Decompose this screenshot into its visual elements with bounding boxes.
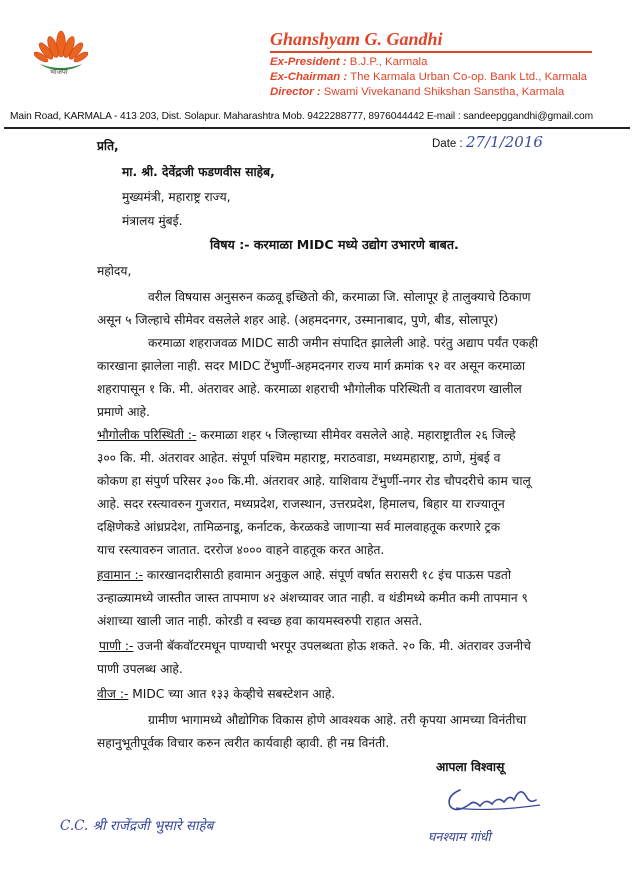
- geo-label: भौगोलीक परिस्थिती :-: [97, 428, 197, 442]
- geo-line-5: दक्षिणेकडे आंध्रप्रदेश, तामिळनाडू, कर्नाटक, केरळकडे जाणाऱ्या सर्व मालवाहतूक करणारे ट्रक: [97, 520, 501, 534]
- letterhead-line-chairman: Ex-Chairman : The Karmala Urban Co-op. Bank Ltd., Karmala: [270, 71, 587, 83]
- water-line-1: पाणी :- उजनी बॅकवॉटरमधून पाण्याची भरपूर उपलब्धता होऊ शकते. २० कि. मी. अंतरावर उजनीचे: [99, 639, 531, 653]
- climate-line-2: उन्हाळ्यामध्ये जास्तीत जास्त तापमाण ४२ अंशच्यावर जात नाही. व थंडीमध्ये कमीत कमी तापमान ९: [97, 591, 528, 605]
- yours-faithfully: आपला विश्वासू: [436, 760, 505, 774]
- water-line-2: पाणी उपलब्ध आहे.: [97, 662, 183, 676]
- prati-text: प्रति,: [97, 139, 119, 153]
- letterhead-line-president: Ex-President : B.J.P., Karmala: [270, 56, 428, 68]
- letterhead-line-director: Director : Swami Vivekanand Shikshan Sanstha, Karmala: [270, 86, 565, 98]
- power-label: वीज :-: [97, 687, 129, 701]
- logo-caption: भाजपा: [50, 68, 68, 76]
- climate-label: हवामान :-: [97, 568, 143, 582]
- geo-line-4: आहे. सदर रस्त्यावरुन गुजरात, मध्यप्रदेश, राजस्थान, उत्तरप्रदेश, हिमालच, बिहार या राज्यातून: [97, 497, 505, 511]
- geo-line-6: याच रस्त्यावरुन जातात. दररोज ४००० वाहने वाहतूक करत आहेत.: [97, 543, 385, 557]
- para1-line-2: असून ५ जिल्हाचे सीमेवर वसलेले शहर आहे. (अहमदनगर, उस्मानाबाद, पुणे, बीड, सोलापूर): [97, 313, 499, 327]
- recipient-line-3: मंत्रालय मुंबई.: [122, 214, 183, 228]
- para2-line-2: कारखाना झालेला नाही. सदर MIDC टेंभुर्णी-अहमदनगर राज्य मार्ग क्रमांक ९२ वर असून करमाळा: [97, 359, 526, 373]
- geo-line-3: कोकण हा संपुर्ण परिसर ३०० कि.मी. अंतरावर आहे. याशिवाय टेंभुर्णी-नगर रोड चौपदरीचे काम चालू: [97, 474, 531, 488]
- closing-line-2: सहानुभूतीपूर्वक विचार करुन त्वरीत कार्यवाही व्हावी. ही नम्र विनंती.: [97, 736, 390, 750]
- address-rule: [4, 127, 630, 129]
- geo-line-2: ३०० कि. मी. अंतरावर आहेत. संपूर्ण पश्चिम महाराष्ट्र, मराठवाडा, मध्यमहाराष्ट्र, ठाणे, मुंबई व: [97, 451, 501, 465]
- letterhead-rule: [270, 51, 592, 53]
- closing-line-1: ग्रामीण भागामध्ये औद्योगिक विकास होणे आवश्यक आहे. तरी कृपया आमच्या विनंतीचा: [148, 713, 527, 727]
- signature-name: घनश्याम गांधी: [428, 829, 491, 844]
- salutation: महोदय,: [97, 264, 132, 278]
- cc-handwritten: C.C. श्री राजेंद्रजी भुसारे साहेब: [60, 818, 214, 834]
- para2-line-4: प्रमाणे आहे.: [97, 405, 150, 419]
- climate-line-1: हवामान :- कारखानदारीसाठी हवामान अनुकुल आहे. संपूर्ण वर्षात सरासरी १८ इंच पाऊस पडतो: [97, 568, 512, 582]
- water-label: पाणी :-: [99, 639, 134, 653]
- recipient-line-2: मुख्यमंत्री, महाराष्ट्र राज्य,: [122, 190, 231, 204]
- para2-line-3: शहरापासून १ कि. मी. अंतरावर आहे. करमाळा शहराची भौगोलीक परिस्थिती व वातावरण खालील: [97, 382, 522, 396]
- signature-icon: [440, 778, 550, 818]
- power-line: वीज :- MIDC च्या आत १३३ केव्हीचे सबस्टेशन आहे.: [97, 687, 336, 701]
- geo-line-1: भौगोलीक परिस्थिती :- करमाळा शहर ५ जिल्हाच्या सीमेवर वसलेले आहे. महाराष्ट्रातील २६ जिल्हे: [97, 428, 516, 442]
- date-value: 27/1/2016: [466, 133, 543, 151]
- climate-line-3: अंशाच्या खाली जात नाही. कोरडी व स्वच्छ हवा कायमस्वरुपी राहात असते.: [97, 614, 423, 628]
- letterhead-address: Main Road, KARMALA - 413 203, Dist. Solapur. Maharashtra Mob. 9422288777, 8976044442 E-mail : sandeepggandhi@gmail.com: [10, 111, 593, 122]
- date-label: Date :: [432, 138, 463, 150]
- para1-line-1: वरील विषयास अनुसरुन कळवू इच्छितो की, करमाळा जि. सोलापूर हे तालुक्याचे ठिकाण: [148, 290, 531, 304]
- recipient-line-1: मा. श्री. देवेंद्रजी फडणवीस साहेब,: [122, 165, 275, 179]
- para2-line-1: करमाळा शहराजवळ MIDC साठी जमीन संपादित झालेली आहे. परंतु अद्याप पर्यंत एकही: [148, 336, 539, 350]
- letterhead-name: Ghanshyam G. Gandhi: [270, 29, 443, 49]
- subject-line: विषय :- करमाळा MIDC मध्ये उद्योग उभारणे बाबत.: [210, 237, 459, 252]
